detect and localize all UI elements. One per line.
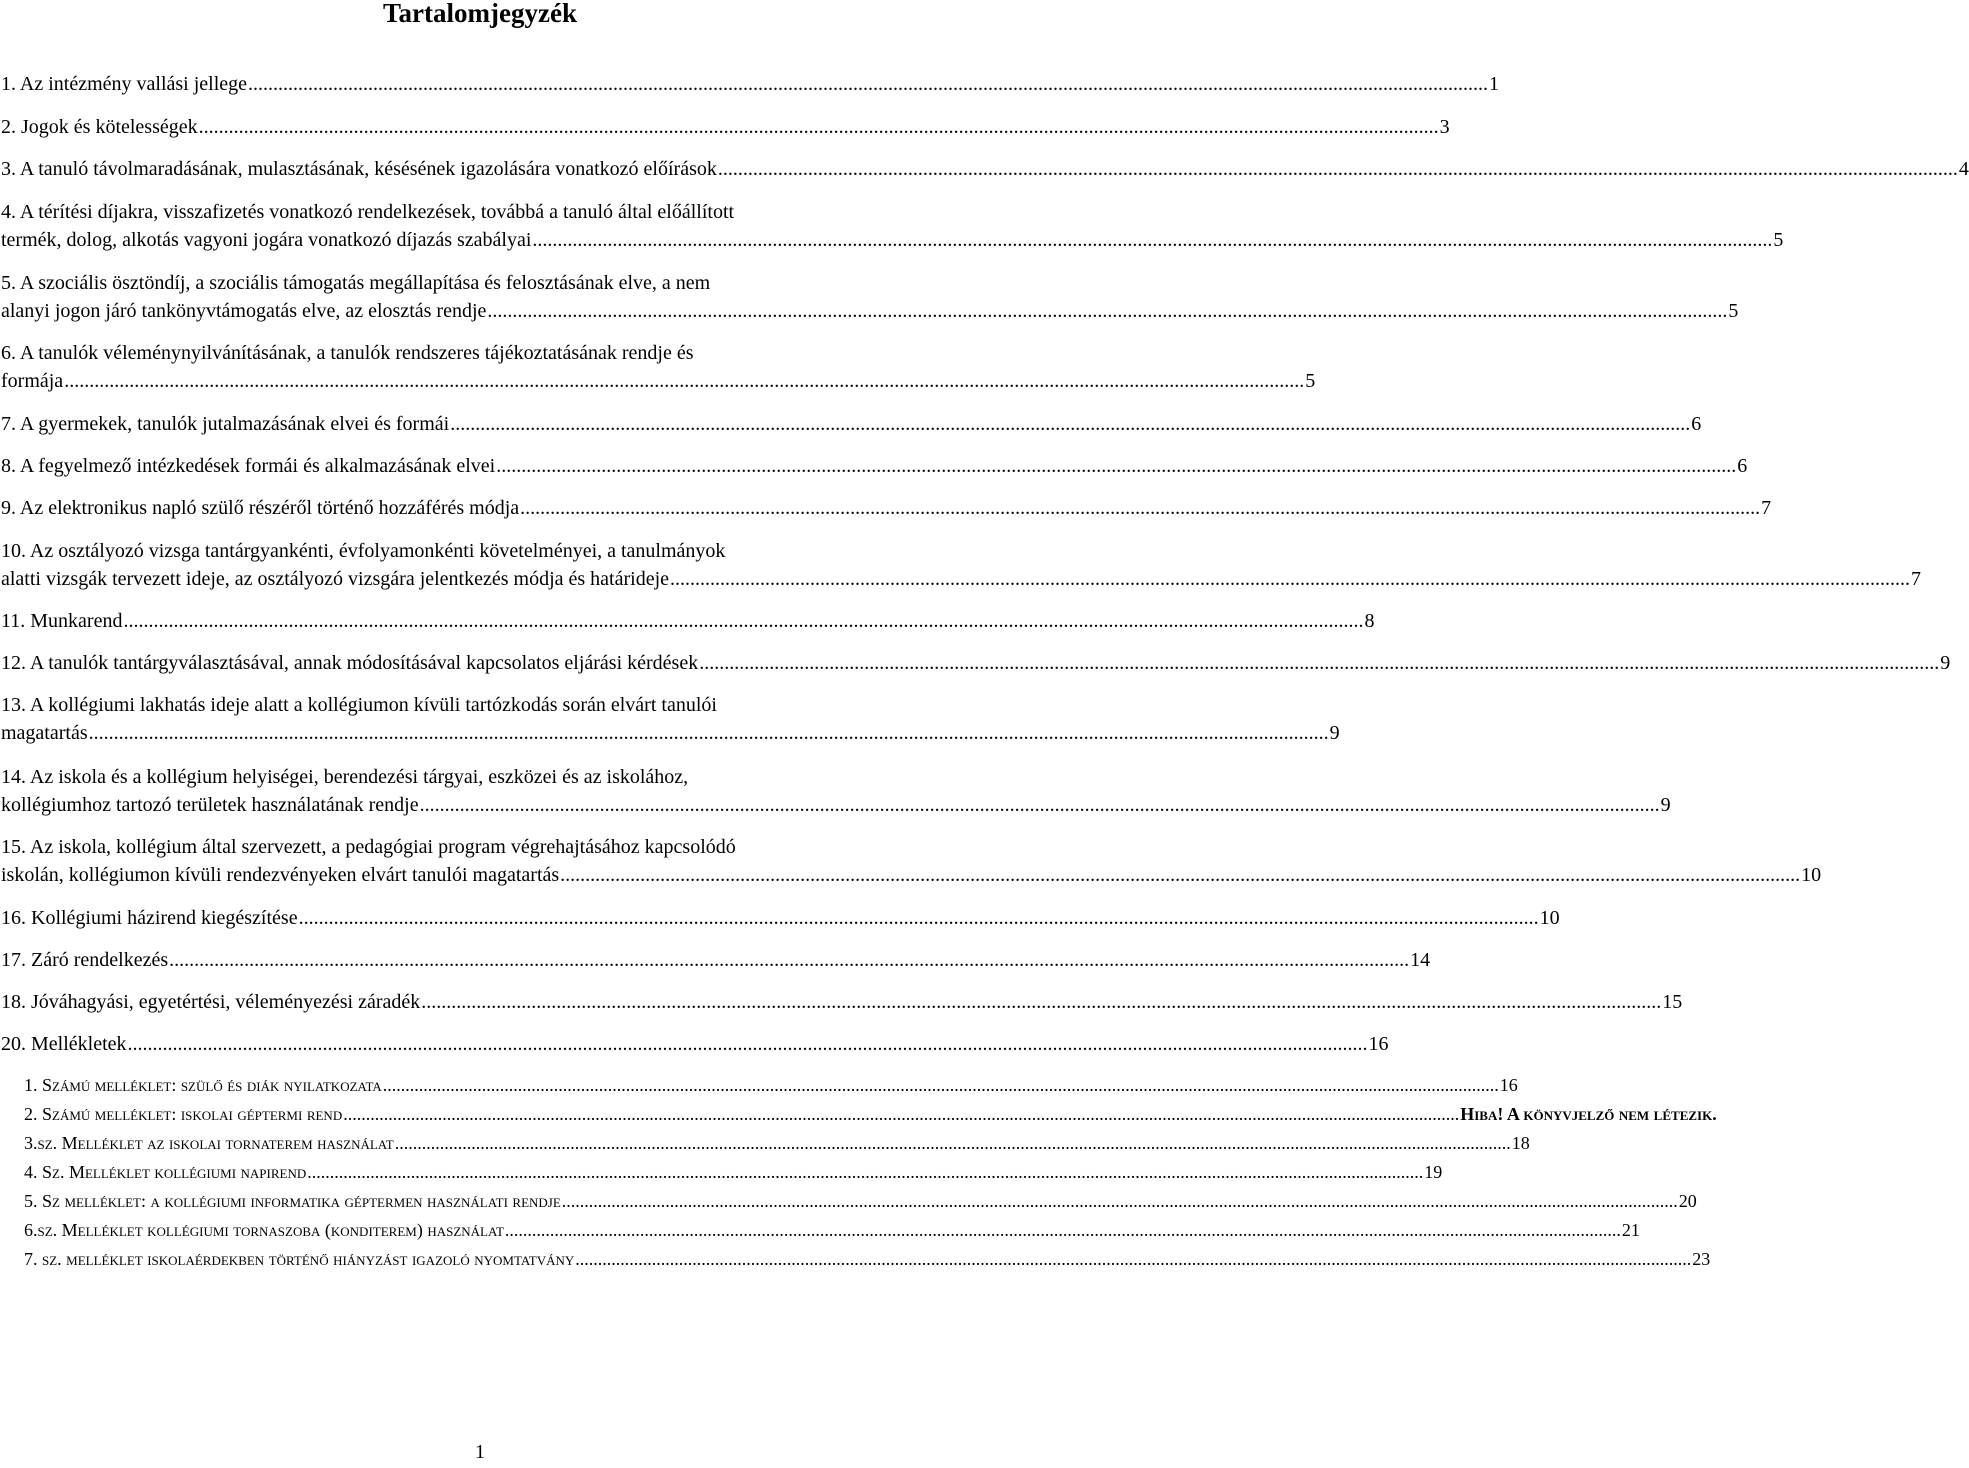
toc-entry-text: 15. Az iskola, kollégium által szervezett, a pedagógiai program végrehajtásához kapcsolódó [1,836,736,858]
toc-entry-text: iskolán, kollégiumon kívüli rendezvényeken elvárt tanulói magatartás [1,864,560,886]
toc-page-number: 15 [1662,991,1683,1013]
toc-entry[interactable] [1,1030,1389,1058]
toc-entry-text: alanyi jogon járó tankönyvtámogatás elve, az elosztás rendje [1,300,487,322]
dot-leader [487,297,1727,325]
toc-page-number: 1 [1489,73,1500,95]
toc-subentry-text: 5. Sz melléklet: a kollégiumi informatika géptermen használati rendje [24,1191,561,1211]
toc-subentry[interactable] [24,1072,1518,1098]
toc-subentry[interactable] [24,1188,1697,1214]
toc-entry[interactable] [1,904,1560,932]
page-title: Tartalomjegyzék [383,0,577,28]
toc-entry-text: 6. A tanulók véleménynyilvánításának, a tanulók rendszeres tájékoztatásának rendje és [1,342,694,364]
toc-page-number: 19 [1424,1162,1443,1182]
dot-leader [64,367,1304,395]
toc-entry-text: 16. Kollégiumi házirend kiegészítése [1,907,298,929]
toc-entry-text: 4. A térítési díjakra, visszafizetés vonatkozó rendelkezések, továbbá a tanuló által előállított [1,201,735,223]
toc-entry[interactable] [1,763,1671,819]
dot-leader [505,1217,1621,1243]
dot-leader [343,1101,1459,1127]
toc-page-number: 10 [1539,907,1560,929]
dot-leader [421,988,1661,1016]
toc-page-number: 14 [1410,949,1431,971]
toc-entry[interactable] [1,494,1772,522]
toc-page-number: 5 [1773,229,1784,251]
toc-page-number: 5 [1728,300,1739,322]
toc-entry[interactable] [1,410,1702,438]
toc-page-number: 5 [1305,370,1316,392]
dot-leader [128,1030,1368,1058]
toc-entry[interactable] [1,988,1683,1016]
toc-entry-text: 20. Mellékletek [1,1033,127,1055]
dot-leader [575,1246,1691,1272]
toc-entry[interactable] [1,198,1784,254]
toc-page-number: 20 [1678,1191,1697,1211]
dot-leader [169,946,1409,974]
dot-leader [123,607,1363,635]
toc-subentry-text: 1. Számú melléklet: szülő és diák nyilatkozata [24,1075,382,1095]
toc-entry[interactable] [1,833,1822,889]
page-number: 1 [475,1441,485,1463]
toc-entry-text: 13. A kollégiumi lakhatás ideje alatt a kollégiumon kívüli tartózkodás során elvárt tanulói [1,694,717,716]
toc-page-number: 9 [1329,722,1340,744]
toc-entry[interactable] [1,691,1340,747]
toc-entry[interactable] [1,113,1450,141]
dot-leader [560,861,1800,889]
toc-subentry[interactable] [24,1159,1443,1185]
toc-entry[interactable] [1,649,1951,677]
toc-entry[interactable] [1,452,1748,480]
toc-entry[interactable] [1,155,1969,183]
toc-entry-text: alatti vizsgák tervezett ideje, az osztályozó vizsgára jelentkezés módja és határideje [1,568,670,590]
toc-entry-text: 3. A tanuló távolmaradásának, mulasztásának, késésének igazolására vonatkozó előírások [1,158,717,180]
toc-entry-text: 8. A fegyelmező intézkedések formái és alkalmazásának elvei [1,455,496,477]
toc-entry[interactable] [1,607,1375,635]
toc-page-number: 9 [1660,794,1671,816]
toc-entry-text: 11. Munkarend [1,610,123,632]
toc-entry-text: 10. Az osztályozó vizsga tantárgyankénti, évfolyamonkénti követelményei, a tanulmányok [1,540,726,562]
toc-entry[interactable] [1,946,1431,974]
dot-leader [89,719,1329,747]
dot-leader [562,1188,1678,1214]
toc-entry[interactable] [1,269,1739,325]
toc-subentry[interactable] [24,1130,1530,1156]
toc-entry-text: formája [1,370,64,392]
toc-page-number: 16 [1499,1075,1518,1095]
toc-page-number: 8 [1364,610,1375,632]
toc-subentry[interactable] [24,1217,1640,1243]
toc-page-number: 4 [1958,158,1969,180]
toc-page-number: 21 [1621,1220,1640,1240]
toc-subentry-text: 6.sz. Melléklet kollégiumi tornaszoba (konditerem) használat [24,1220,504,1240]
toc-entry[interactable] [1,537,1922,593]
dot-leader [248,70,1488,98]
toc-entry-text: magatartás [1,722,88,744]
toc-subentry[interactable] [24,1101,1717,1127]
toc-subentry-text: 2. Számú melléklet: iskolai géptermi rend [24,1104,343,1124]
toc-page-number: 6 [1691,413,1702,435]
toc-subentry-text: 4. Sz. Melléklet kollégiumi napirend [24,1162,307,1182]
dot-leader [670,565,1910,593]
dot-leader [496,452,1736,480]
toc-subentry-text: 3.sz. Melléklet az iskolai tornaterem használat [24,1133,394,1153]
toc-subentry[interactable] [24,1246,1711,1272]
toc-entry-text: 5. A szociális ösztöndíj, a szociális támogatás megállapítása és felosztásának elve, a nem [1,272,711,294]
dot-leader [532,226,1772,254]
toc-entry[interactable] [1,339,1316,395]
dot-leader [450,410,1690,438]
toc-page-number: 3 [1439,116,1450,138]
dot-leader [395,1130,1511,1156]
toc-page-number: 6 [1737,455,1748,477]
toc-page-number: 18 [1511,1133,1530,1153]
toc-page-number: 7 [1761,497,1772,519]
toc-entry-text: 9. Az elektronikus napló szülő részéről történő hozzáférés módja [1,497,520,519]
toc-entry-text: 18. Jóváhagyási, egyetértési, véleményezési záradék [1,991,421,1013]
dot-leader [420,791,1660,819]
toc-entry[interactable] [1,70,1500,98]
toc-entry-text: 7. A gyermekek, tanulók jutalmazásának elvei és formái [1,413,450,435]
dot-leader [307,1159,1423,1185]
dot-leader [520,494,1760,522]
toc-page-number: 10 [1801,864,1822,886]
toc-entry-text: 2. Jogok és kötelességek [1,116,198,138]
toc-entry-text: 1. Az intézmény vallási jellege [1,73,248,95]
toc-entry-text: 17. Záró rendelkezés [1,949,169,971]
toc-page-number: 16 [1368,1033,1389,1055]
toc-subentry-text: 7. sz. melléklet iskolaérdekben történő hiányzást igazoló nyomtatvány [24,1249,575,1269]
dot-leader [299,904,1539,932]
dot-leader [199,113,1439,141]
dot-leader [383,1072,1499,1098]
toc-page-number: 23 [1692,1249,1711,1269]
toc-entry-text: termék, dolog, alkotás vagyoni jogára vonatkozó díjazás szabályai [1,229,532,251]
toc-page-number: 9 [1940,652,1951,674]
toc-page-number: 7 [1911,568,1922,590]
toc-entry-text: 14. Az iskola és a kollégium helyiségei, berendezési tárgyai, eszközei és az iskolához, [1,766,689,788]
toc-error-message: Hiba! A könyvjelző nem létezik. [1460,1104,1717,1124]
dot-leader [699,649,1939,677]
toc-entry-text: kollégiumhoz tartozó területek használatának rendje [1,794,419,816]
dot-leader [718,155,1958,183]
toc-entry-text: 12. A tanulók tantárgyválasztásával, annak módosításával kapcsolatos eljárási kérdések [1,652,699,674]
